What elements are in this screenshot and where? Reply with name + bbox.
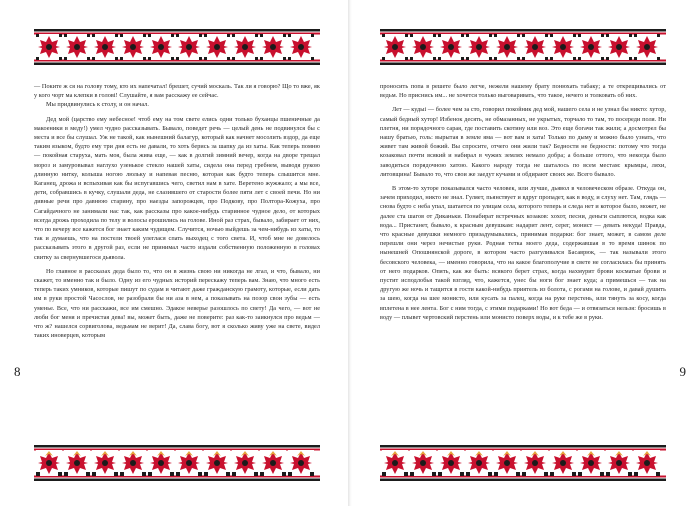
ornament-band-top-left: [34, 28, 320, 66]
page-number-right: 9: [679, 364, 686, 379]
paragraph: Но главное в рассказах деда было то, что он в жизнь свою ни никогда не лгал, и что, бывало, ни скажет, то именно так и было. Одну из его чудных историй перескажу теперь вам. Знаю, что много есть теперь таких умников, которые пишут по судам и читают даже гражданскую грамоту, которые, если дать им в руки простой Часослов, не разобрали бы ни аза в нем, а показывать на позор свои зубы — есть уменье. Все, что ни расскажи, все им смешно. Эдакое неверье разошлось по свету! Да чего, — вот не люби бог меня и пречистая дева! вы, может быть, даже не поверите: раз как-то заикнулся про ведьм — что ж? нашелся сорвиголова, ведьмам не верит! Да, слава богу, вот я сколько живу уже на свете, видел таких иноверцев, которым: [34, 267, 320, 340]
paragraph: — Поките ж ся на голову тому, кто их напечатал! брешет, сучий москаль. Так ли я говорю? Що то вже, як у кого чорт ма клепки в голові! Слушайте, я вам расскажу ее сейчас.: [34, 83, 320, 100]
right-page: [350, 0, 700, 506]
page-number-left: 8: [14, 364, 21, 379]
paragraph: В этом-то хуторе показывался часто человек, или лучше, дьявол в человеческом образе. Откуда он, зачем приходил, никто не знал. Гуляет, пьянствует и вдруг пропадет, как в воду, и слуху нет. Там, глядь — снова будто с неба упал, шатается по улицам села, которого теперь и следа нет и которое было, может, не далее ста шагов от Диканьки. Понабират встречных козаков: хохот, песни, деньги сыплются, водка как вода... Пристанет, бывало, к красным девушкам: надарит лент, серег, монист — девать некуда! Правда, что красные девушки немного призадумывались, принимая подарки: бог знает, может, в самом деле перешли они через нечистые руки. Родная тетка моего деда, содержавшая в то время шинок по нынешней Опошнянской дороге, в котором часто разгуливался Басаврюк, — так называли этого бесовского человека, — именно говорила, что на какое благополучие в свете не согласилась бы принять от него подарков. Опять, как же быть: всякого берет страх, когда нахмурит брови косматые брови и пустит исподлобья такой взгляд, что, кажется, унес бы ноги бог знает куда; а примешься — так на другую же ночь и тащится в гости какой-нибудь приятель из болота, с рогами на голове, и давай душить за шею, когда на шее монисто, или кусать за палец, когда на руке перстень, или тянуть за косу, когда вплетена в нее лента. Бог с ним тогда, с этими подарками! Но вот беда — и отвязаться нельзя: бросишь в воду — плывет чертовский перстень или монисто поверх воды, и к тебе же в руки.: [380, 185, 666, 321]
left-page-text: [34, 82, 320, 340]
right-page-text: [380, 82, 666, 322]
paragraph: проносить попа в решете было легче, нежели нашему брату понюхать табаку; а те открещивались от ведьм. Но приснись им... не хочется только выговаривать, что такое, нечего и толковать об них.: [380, 83, 666, 100]
ornament-band-top-right: [380, 28, 666, 66]
paragraph: Мы придвинулись к столу, и он начал.: [46, 101, 149, 109]
ornament-band-bottom-right: [380, 444, 666, 482]
paragraph: Лет — кудыі — более чем за сто, говорил покойник дед мой, нашего села и не узнал бы никто: хутор, самый бедный хутор! Избенок десять, не обмазанных, не укрытых, торчало то там, то посереди поля. Ни плетня, ни порядочного сарая, где поставить скотину или воз. Это еще богачи так жили; а досмотрел бы нашу братью, голь: вырытая в земле яма — вот вам и хата! Только по дыму и можно было узнать, что живет там живой божий. Вы спросите, отчего они жили так? Бедности не бедности: потому что тогда козаковал почти всякий и набирал в чужих землях немало добра; а больше оттого, что некогда было заводиться порядочною хатою. Какого народу тогда не шаталось по всем местам: крымцы, ляхи, литовщина! Бывало то, что свои же заедут кучами и обдирают своих же. Всего бывало.: [380, 106, 666, 178]
ornament-band-bottom-left: [34, 444, 320, 482]
paragraph: Дед мой (царство ему небесное! чтоб ему на том свете елись одни только буханцы пшеничные да макоеники в меду!) умел чудно рассказывать. Бывало, поведет речь — целый день не подвинулся бы с места и все бы слушал. Уж не такой, как нынешний балагур, который как начнет мосолить вздор, да еще таким языком, будто ему три дня есть не давали, то хоть берись за шапку да из хаты. Как теперь помню — покойная старуха, мать моя, была жива еще, — как в долгий зимний вечер, когда на дворе трещал мороз и замуровывал наглухо узенькое стекло нашей хаты, сидела она перед гребнем, выводя рукою длинную нитку, колыша ногою люльку и напевая песню, которая как будто теперь слышится мне. Каганец, дрожа и вспыхивая как бы испугавшись чего, светил нам в хате. Веретено жужжало; а мы все, дети, собравшись в кучку, слушали деда, не слазившего от старости более пяти лет с своей печи. Но ни дивные речи про давнюю старину, про наезды запорожцев, про Подкову, про Полтора-Кожуха, про Сагайдачного не занимали нас так, как рассказы про какое-нибудь старинное чудное дело, от которых всегда дрожь проходила по телу и волосы ерошились на голове. Иной раз страх, бывало, забирает от них, что по вечеру все кажется бог знает каким чудищем. Случится, ночью выйдешь за чем-нибудь из хаты, то так и думаешь, что на постели твоей улеглася спать выходец с того света. И, чтоб мне не довелось рассказывать этого в другой раз, если не принимал часто издали собственную положенную в головах свитку за свернувшегося дьявола.: [34, 115, 320, 261]
